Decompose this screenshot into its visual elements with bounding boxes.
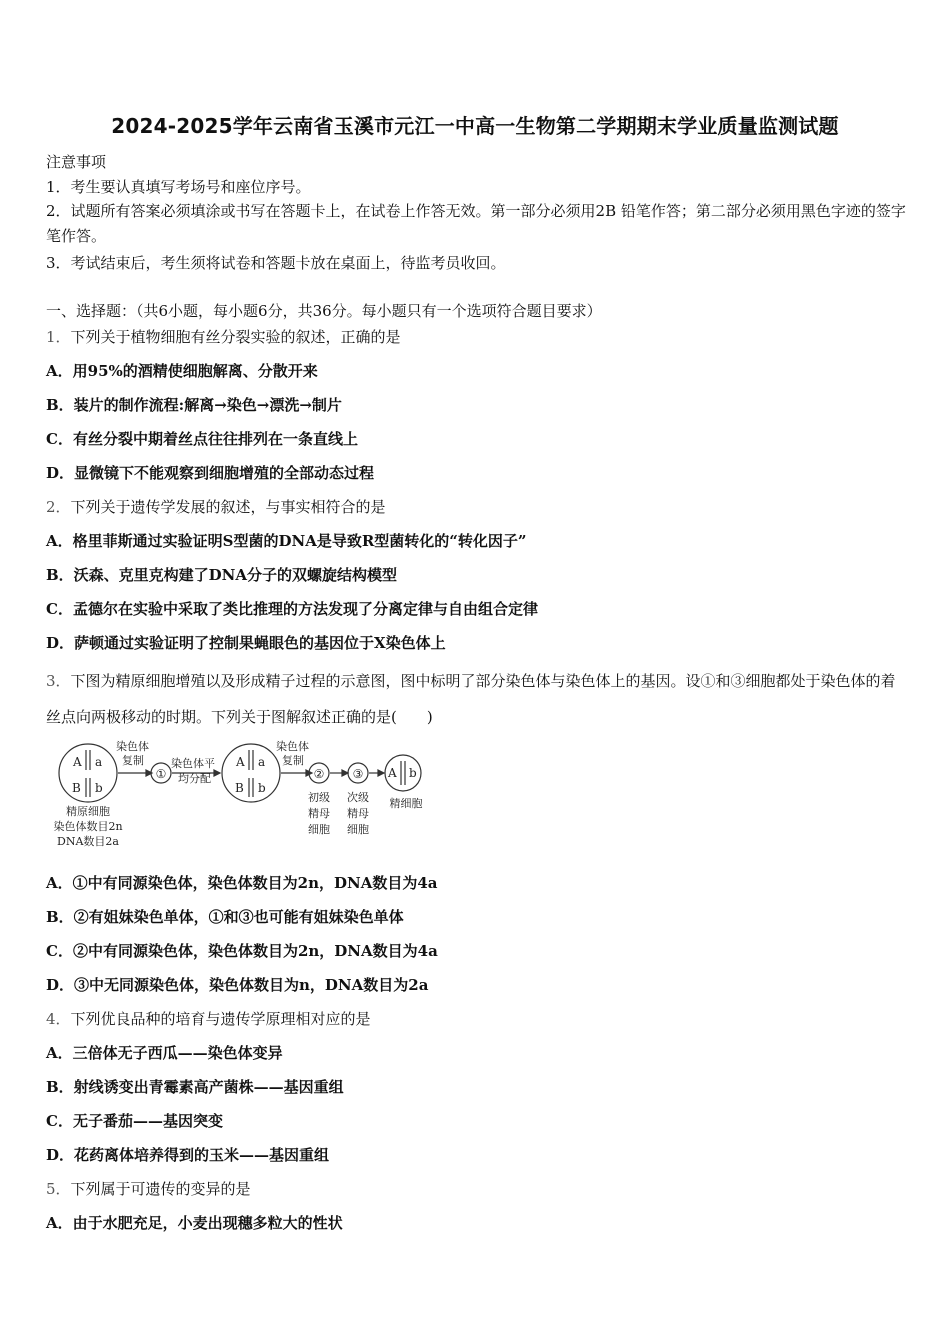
question-4-stem: [46, 1009, 906, 1029]
page-title: 2024-2025学年云南省玉溪市元江一中高一生物第二学期期末学业质量监测试题: [111, 114, 839, 138]
figure-caption: 精母: [308, 807, 330, 820]
spermatogenesis-diagram: [46, 735, 436, 855]
gene-label: B: [235, 781, 244, 795]
option-2d: D．萨顿通过实验证明了控制果蝇眼色的基因位于X染色体上: [46, 634, 446, 652]
option-2b: B．沃森、克里克构建了DNA分子的双螺旋结构模型: [46, 566, 398, 584]
option-3b: B．②有姐妹染色单体，①和③也可能有姐妹染色单体: [46, 908, 404, 926]
cell-number: ①: [155, 767, 167, 781]
arrow-label: 染色体平: [171, 757, 215, 770]
gene-label: A: [236, 755, 245, 769]
option-4d: D．花药离体培养得到的玉米——基因重组: [46, 1146, 330, 1164]
question-5-stem: [46, 1179, 906, 1199]
question-number: 1．: [46, 328, 71, 346]
option-2a: A．格里菲斯通过实验证明S型菌的DNA是导致R型菌转化的“转化因子”: [46, 532, 527, 550]
arrow-label: 均分配: [178, 772, 211, 785]
arrow-label: 复制: [282, 754, 304, 767]
question-number: 5．: [46, 1180, 71, 1198]
option-1a: A．用95%的酒精使细胞解离、分散开来: [46, 362, 318, 380]
notice-item-3: 3．考试结束后，考生须将试卷和答题卡放在桌面上，待监考员收回。: [46, 254, 506, 272]
question-text: 下列属于可遗传的变异的是: [70, 1180, 251, 1198]
figure-caption: DNA数目2a: [57, 835, 119, 848]
option-4c: C．无子番茄——基因突变: [46, 1112, 223, 1130]
figure-caption: 初级: [308, 791, 330, 804]
question-text: 下列关于遗传学发展的叙述，与事实相符合的是: [70, 498, 386, 516]
gene-label: a: [258, 755, 266, 769]
notice-item-1: 1．考生要认真填写考场号和座位序号。: [46, 178, 311, 196]
arrow-label: 染色体: [116, 740, 149, 753]
option-5a: A．由于水肥充足，小麦出现穗多粒大的性状: [46, 1214, 343, 1232]
option-2c: C．孟德尔在实验中采取了类比推理的方法发现了分离定律与自由组合定律: [46, 600, 538, 618]
cell-number: ③: [352, 767, 364, 781]
figure-caption: 次级: [347, 791, 369, 804]
notice-item-2: 2．试题所有答案必须填涂或书写在答题卡上，在试卷上作答无效。第一部分必须用2B 铅笔作答；第二部分必须用黑色字迹的签字笔作答。: [46, 202, 906, 245]
question-2-stem: [46, 497, 906, 517]
question-text: 下列优良品种的培育与遗传学原理相对应的是: [70, 1010, 371, 1028]
option-3d: D．③中无同源染色体，染色体数目为n，DNA数目为2a: [46, 976, 429, 994]
option-1b: B．装片的制作流程:解离→染色→漂洗→制片: [46, 396, 342, 414]
question-number: 4．: [46, 1010, 71, 1028]
figure-caption: 细胞: [347, 823, 369, 836]
question-number: 2．: [46, 498, 71, 516]
arrow-label: 复制: [122, 754, 144, 767]
question-number: 3．: [46, 672, 71, 690]
question-text: 下列关于植物细胞有丝分裂实验的叙述，正确的是: [70, 328, 401, 346]
gene-label: A: [73, 755, 82, 769]
figure-caption: 精母: [347, 807, 369, 820]
option-3c: C．②中有同源染色体，染色体数目为2n，DNA数目为4a: [46, 942, 438, 960]
figure-caption: 细胞: [308, 823, 330, 836]
figure-caption: 染色体数目2n: [53, 820, 123, 833]
question-text: 下图为精原细胞增殖以及形成精子过程的示意图，图中标明了部分染色体与染色体上的基因。设①和③细胞都处于染色体的着丝点向两极移动的时期。下列关于图解叙述正确的是( ): [46, 672, 896, 726]
gene-label: b: [409, 766, 417, 780]
arrow-label: 染色体: [276, 740, 309, 753]
figure-caption: 精细胞: [389, 797, 423, 810]
option-3a: A．①中有同源染色体，染色体数目为2n，DNA数目为4a: [46, 874, 438, 892]
gene-label: A: [388, 766, 397, 780]
figure-caption: 精原细胞: [66, 805, 110, 818]
gene-label: b: [95, 781, 103, 795]
question-3-stem: [46, 663, 906, 735]
question-1-stem: [46, 327, 906, 347]
section-heading: 一、选择题：（共6小题，每小题6分，共36分。每小题只有一个选项符合题目要求）: [46, 302, 602, 320]
primary-cell: [222, 744, 280, 802]
spermatogonium-cell: [59, 744, 117, 802]
option-1c: C．有丝分裂中期着丝点往往排列在一条直线上: [46, 430, 358, 448]
option-1d: D．显微镜下不能观察到细胞增殖的全部动态过程: [46, 464, 375, 482]
cell-number: ②: [313, 767, 325, 781]
gene-label: b: [258, 781, 266, 795]
option-4b: B．射线诱变出青霉素高产菌株——基因重组: [46, 1078, 344, 1096]
option-4a: A．三倍体无子西瓜——染色体变异: [46, 1044, 283, 1062]
notice-heading: 注意事项: [46, 153, 107, 171]
gene-label: B: [72, 781, 81, 795]
gene-label: a: [95, 755, 103, 769]
